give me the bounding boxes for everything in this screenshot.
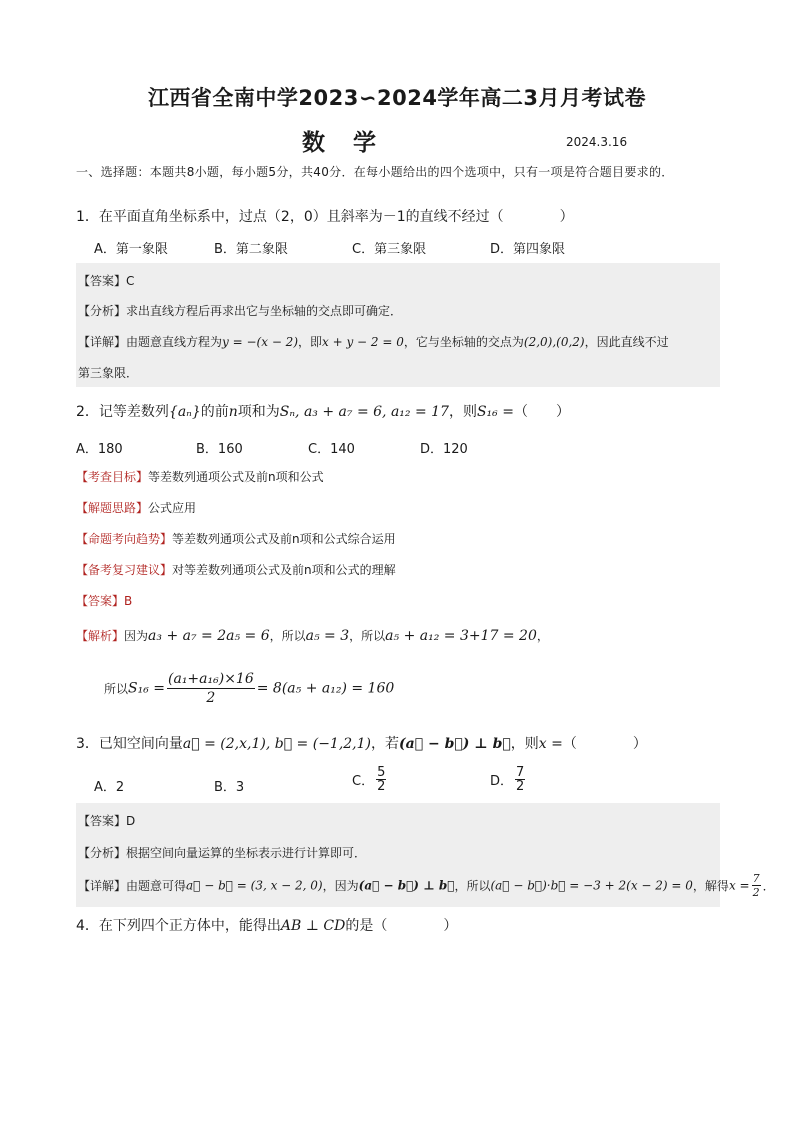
q3-detail — [78, 872, 775, 899]
solution-tag: 【解析】 — [76, 629, 125, 643]
q2-option-c: C．140 — [308, 442, 355, 457]
q2-solution — [76, 627, 549, 644]
q3-answer — [78, 812, 135, 829]
q3-option-c — [352, 766, 388, 793]
analysis-text: 求出直线方程后再求出它与坐标轴的交点即可确定． — [126, 304, 403, 318]
q2-option-a: A．180 — [76, 442, 123, 457]
answer-tag: 【答案】 — [78, 274, 127, 288]
solution-text: 因为 — [124, 629, 149, 643]
detail-text: ，因为 — [322, 879, 359, 893]
solution-text: ， — [536, 629, 549, 643]
equation: x = — [728, 878, 750, 893]
q2-review — [76, 561, 396, 578]
q1-answer — [78, 272, 134, 289]
fraction-numerator: 7 — [752, 872, 760, 885]
fraction-denominator: 2 — [206, 690, 216, 706]
fraction-numerator: 5 — [377, 765, 386, 780]
equation: a₅ + a₁₂ = 3+17 = 20 — [385, 628, 537, 644]
fraction — [376, 766, 386, 793]
answer-tag: 【答案】 — [78, 814, 127, 828]
fraction-numerator: (a₁+a₁₆)×16 — [168, 671, 254, 687]
detail-text: ，它与坐标轴的交点为 — [403, 335, 524, 349]
detail-text: ． — [762, 879, 775, 893]
stem-text: 3．已知空间向量 — [76, 736, 183, 752]
stem-text: （ ） — [513, 404, 570, 420]
equation: (a⃗ − b⃗)·b⃗ = −3 + 2(x − 2) = 0 — [490, 878, 693, 893]
analysis-tag: 【分析】 — [78, 846, 127, 860]
q2-option-d: D．120 — [420, 442, 468, 457]
exam-date: 2024.3.16 — [566, 135, 628, 149]
fraction — [167, 670, 255, 707]
q2-solution-line2 — [104, 670, 394, 707]
equation: n — [228, 404, 238, 420]
equation: (a⃗ − b⃗) ⊥ b⃗ — [399, 736, 511, 752]
equation: Sₙ, a₃ + a₇ = 6, a₁₂ = 17 — [279, 404, 449, 420]
q2-option-b: B．160 — [196, 442, 243, 457]
q3-analysis — [78, 844, 366, 861]
stem-text: 项和为 — [237, 404, 280, 420]
option-label: C． — [352, 774, 375, 789]
fraction-denominator: 2 — [516, 779, 525, 794]
detail-tag: 【详解】 — [78, 335, 127, 349]
detail-text: 由题意直线方程为 — [126, 335, 223, 349]
exam-title: 江西省全南中学2023∽2024学年高二3月月考试卷 — [147, 86, 647, 110]
equation: {aₙ} — [168, 404, 201, 420]
q3-option-b: B．3 — [214, 780, 245, 795]
fraction — [752, 872, 761, 899]
q2-answer — [76, 592, 132, 609]
solution-text: ，所以 — [349, 629, 386, 643]
equation: (2,0),(0,2) — [523, 335, 585, 349]
section-intro: 一、选择题：本题共8小题，每小题5分，共40分．在每小题给出的四个选项中，只有一项是符合题目要求的． — [76, 165, 674, 179]
analysis-tag: 【分析】 — [78, 304, 127, 318]
equation: y = −(x − 2) — [222, 335, 298, 349]
q1-option-d: D．第四象限 — [490, 242, 566, 257]
equation: S₁₆ = — [476, 404, 514, 420]
equation: a⃗ = (2,x,1), b⃗ = (−1,2,1) — [182, 736, 372, 752]
detail-text: ，因此直线不过 — [584, 335, 669, 349]
fraction-denominator: 2 — [752, 886, 760, 899]
subject-title: 数学 — [302, 130, 404, 156]
answer-value: D — [126, 814, 136, 828]
idea-text: 公式应用 — [148, 501, 197, 515]
q1-stem: 1．在平面直角坐标系中，过点（2，0）且斜率为－1的直线不经过（ ） — [76, 209, 574, 225]
review-text: 对等差数列通项公式及前n项和公式的理解 — [172, 563, 396, 577]
equation: x + y − 2 = 0 — [322, 335, 404, 349]
answer-value: B — [124, 594, 133, 608]
stem-text: 的是（ ） — [345, 918, 458, 934]
analysis-text: 根据空间向量运算的坐标表示进行计算即可． — [126, 846, 367, 860]
equation: a₅ = 3 — [305, 628, 350, 644]
trend-text: 等差数列通项公式及前n项和公式综合运用 — [172, 532, 396, 546]
stem-text: 2．记等差数列 — [76, 404, 169, 420]
q2-trend — [76, 530, 396, 547]
equation: (a⃗ − b⃗) ⊥ b⃗ — [358, 878, 455, 893]
goal-text: 等差数列通项公式及前n项和公式 — [148, 470, 324, 484]
solution-text: 所以 — [104, 682, 129, 696]
q4-stem — [76, 915, 457, 935]
stem-text: 的前 — [200, 404, 229, 420]
q3-option-d — [490, 766, 527, 793]
stem-text: 4．在下列四个正方体中，能得出 — [76, 918, 281, 934]
q1-detail-cont: 第三象限． — [78, 366, 139, 380]
stem-text: ，则 — [448, 404, 477, 420]
detail-tag: 【详解】 — [78, 879, 127, 893]
fraction-numerator: 7 — [516, 765, 525, 780]
detail-text: ，解得 — [692, 879, 729, 893]
q3-option-a: A．2 — [94, 780, 125, 795]
fraction-denominator: 2 — [377, 779, 386, 794]
fraction — [515, 766, 525, 793]
stem-text: （ ） — [562, 736, 647, 752]
q3-stem — [76, 733, 647, 753]
q1-answer-box — [76, 263, 720, 387]
q1-analysis — [78, 302, 402, 319]
q2-stem — [76, 401, 570, 421]
answer-tag: 【答案】 — [76, 594, 125, 608]
equation: S₁₆ = — [128, 680, 166, 697]
equation: a⃗ − b⃗ = (3, x − 2, 0) — [186, 878, 323, 893]
equation: x = — [538, 736, 563, 752]
trend-tag: 【命题考向趋势】 — [76, 532, 173, 546]
answer-value: C — [126, 274, 135, 288]
q2-goal — [76, 468, 324, 485]
goal-tag: 【考查目标】 — [76, 470, 149, 484]
review-tag: 【备考复习建议】 — [76, 563, 173, 577]
equation: a₃ + a₇ = 2a₅ = 6 — [148, 628, 270, 644]
equation: AB ⊥ CD — [280, 918, 346, 934]
stem-text: ，则 — [510, 736, 539, 752]
detail-text: 由题意可得 — [126, 879, 187, 893]
detail-text: ，即 — [298, 335, 323, 349]
q1-option-b: B．第二象限 — [214, 242, 288, 257]
idea-tag: 【解题思路】 — [76, 501, 149, 515]
solution-text: ，所以 — [269, 629, 306, 643]
q1-detail — [78, 333, 669, 350]
q1-option-a: A．第一象限 — [94, 242, 168, 257]
q2-idea — [76, 499, 196, 516]
option-label: D． — [490, 774, 514, 789]
detail-text: ，所以 — [454, 879, 491, 893]
stem-text: ，若 — [371, 736, 400, 752]
q1-option-c: C．第三象限 — [352, 242, 427, 257]
equation: = 8(a₅ + a₁₂) = 160 — [256, 680, 395, 697]
